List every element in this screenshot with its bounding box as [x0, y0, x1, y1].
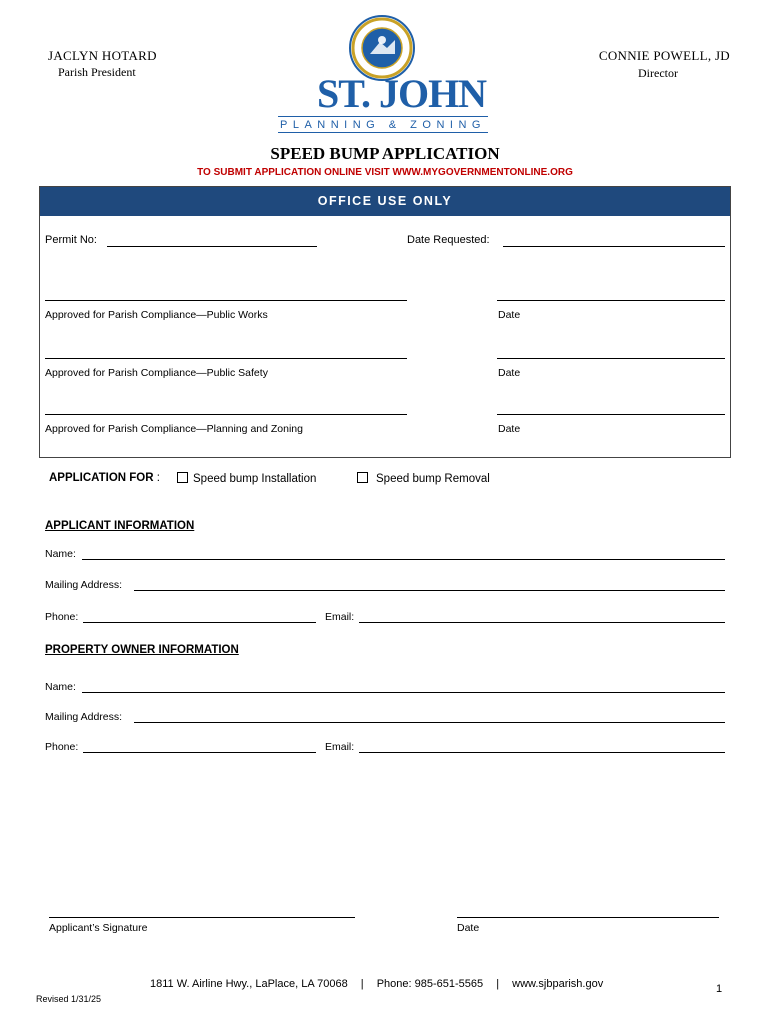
applicant-name-field[interactable]	[82, 559, 725, 560]
applicant-phone-label: Phone:	[45, 611, 79, 623]
installation-checkbox[interactable]	[177, 472, 188, 483]
director-name: CONNIE POWELL, JD	[598, 48, 730, 63]
option-removal[interactable]	[357, 472, 490, 485]
revision-date: Revised 1/31/25	[36, 994, 102, 1004]
logo-wordmark: ST. JOHN	[317, 71, 487, 116]
form-title: SPEED BUMP APPLICATION	[270, 144, 500, 163]
approval-planning-date-label: Date	[498, 423, 521, 435]
owner-phone-label: Phone:	[45, 741, 79, 753]
applicant-email-label: Email:	[325, 611, 355, 623]
signature-field[interactable]	[49, 917, 355, 918]
footer-separator-2: |	[496, 978, 500, 990]
approval-public-safety-label: Approved for Parish Compliance—Public Safety	[45, 367, 268, 379]
submit-notice: TO SUBMIT APPLICATION ONLINE VISIT WWW.MYGOVERNMENTONLINE.ORG	[197, 167, 573, 178]
approval-public-safety-date-field[interactable]	[497, 358, 725, 359]
owner-name-label: Name:	[45, 681, 76, 693]
logo-subtitle: PLANNING & ZONING	[280, 119, 486, 131]
option-installation-label: Speed bump Installation	[193, 473, 317, 485]
applicant-heading: APPLICANT INFORMATION	[45, 520, 195, 532]
approval-public-safety-field[interactable]	[45, 358, 407, 359]
option-removal-label: Speed bump Removal	[376, 473, 490, 485]
owner-address-field[interactable]	[134, 722, 725, 723]
footer-address: 1811 W. Airline Hwy., LaPlace, LA 70068	[150, 978, 348, 990]
owner-email-label: Email:	[325, 741, 355, 753]
applicant-email-field[interactable]	[359, 622, 725, 623]
page-number: 1	[716, 983, 723, 995]
logo-rule	[278, 116, 488, 117]
approval-public-works-field[interactable]	[45, 300, 407, 301]
approval-planning-date-field[interactable]	[497, 414, 725, 415]
permit-label: Permit No:	[45, 234, 97, 246]
application-for	[49, 472, 160, 484]
removal-checkbox[interactable]	[357, 472, 368, 483]
approval-planning-field[interactable]	[45, 414, 407, 415]
office-use-heading: OFFICE USE ONLY	[40, 187, 730, 216]
signature-label: Applicant’s Signature	[49, 922, 148, 934]
logo-rule-bottom	[278, 132, 488, 133]
permit-field[interactable]	[107, 246, 317, 247]
date-requested-label: Date Requested:	[407, 234, 490, 246]
president-name: JACLYN HOTARD	[48, 48, 157, 63]
application-for-colon: :	[156, 472, 160, 484]
director-title: Director	[638, 66, 678, 80]
date-requested-field[interactable]	[503, 246, 725, 247]
option-installation[interactable]	[177, 472, 316, 485]
applicant-address-label: Mailing Address:	[45, 579, 123, 591]
footer-phone: Phone: 985-651-5565	[376, 978, 484, 990]
president-title: Parish President	[58, 65, 136, 79]
applicant-phone-field[interactable]	[83, 622, 316, 623]
approval-public-safety-date-label: Date	[498, 367, 521, 379]
approval-planning-label: Approved for Parish Compliance—Planning and Zoning	[45, 423, 303, 435]
footer-contact	[150, 978, 603, 990]
owner-name-field[interactable]	[82, 692, 725, 693]
signature-date-field[interactable]	[457, 917, 719, 918]
application-for-label: APPLICATION FOR	[49, 472, 154, 484]
approval-public-works-date-field[interactable]	[497, 300, 725, 301]
approval-public-works-label: Approved for Parish Compliance—Public Works	[45, 309, 268, 321]
approval-public-works-date-label: Date	[498, 309, 521, 321]
signature-date-label: Date	[457, 922, 480, 934]
owner-phone-field[interactable]	[83, 752, 316, 753]
owner-address-label: Mailing Address:	[45, 711, 123, 723]
applicant-address-field[interactable]	[134, 590, 725, 591]
office-use-box	[39, 186, 731, 458]
applicant-name-label: Name:	[45, 548, 76, 560]
footer-website[interactable]: www.sjbparish.gov	[512, 978, 604, 990]
footer-separator-1: |	[360, 978, 364, 990]
owner-email-field[interactable]	[359, 752, 725, 753]
owner-heading: PROPERTY OWNER INFORMATION	[45, 644, 239, 656]
